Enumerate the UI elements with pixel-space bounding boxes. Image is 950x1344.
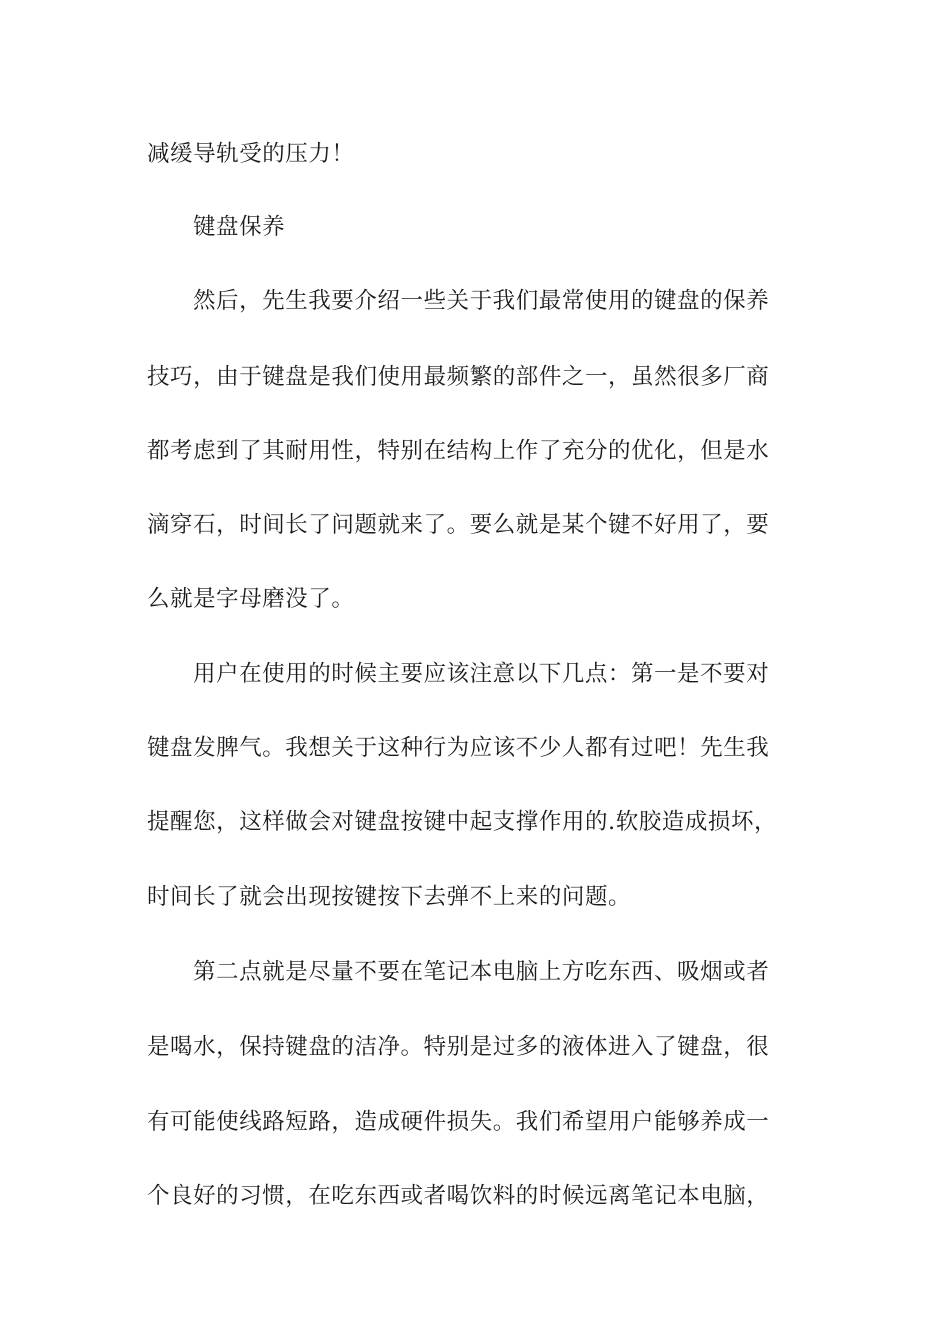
paragraph-2-line-1: 用户在使用的时候主要应该注意以下几点：第一是不要对 xyxy=(193,661,770,687)
paragraph-2-line-4: 时间长了就会出现按键按下去弹不上来的问题。 xyxy=(147,884,632,910)
paragraph-2-line-2: 键盘发脾气。我想关于这种行为应该不少人都有过吧！先生我 xyxy=(147,735,770,761)
paragraph-1-line-2: 技巧，由于键盘是我们使用最频繁的部件之一，虽然很多厂商 xyxy=(147,364,770,390)
paragraph-3-line-3: 有可能使线路短路，造成硬件损失。我们希望用户能够养成一 xyxy=(147,1109,770,1135)
text-line-continuation: 减缓导轨受的压力！ xyxy=(147,141,355,167)
paragraph-2-line-3: 提醒您，这样做会对键盘按键中起支撑作用的.软胶造成损坏， xyxy=(147,809,778,835)
section-heading-keyboard-care: 键盘保养 xyxy=(193,214,286,240)
paragraph-3-line-4: 个良好的习惯，在吃东西或者喝饮料的时候远离笔记本电脑， xyxy=(147,1183,770,1209)
paragraph-1-line-3: 都考虑到了其耐用性，特别在结构上作了充分的优化，但是水 xyxy=(147,438,770,464)
paragraph-1-line-4: 滴穿石，时间长了问题就来了。要么就是某个键不好用了，要 xyxy=(147,512,770,538)
paragraph-3-line-2: 是喝水，保持键盘的洁净。特别是过多的液体进入了键盘，很 xyxy=(147,1034,770,1060)
paragraph-1-line-1: 然后，先生我要介绍一些关于我们最常使用的键盘的保养 xyxy=(193,288,770,314)
paragraph-3-line-1: 第二点就是尽量不要在笔记本电脑上方吃东西、吸烟或者 xyxy=(193,959,770,985)
paragraph-1-line-5: 么就是字母磨没了。 xyxy=(147,586,355,612)
